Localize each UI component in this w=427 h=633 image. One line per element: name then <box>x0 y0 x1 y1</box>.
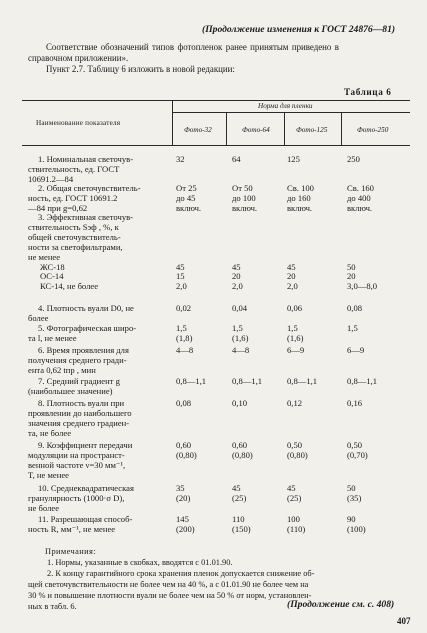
row-10-name-line: гранулярность (1000·σ D), <box>28 492 125 503</box>
row-3-value-col-4: 20 <box>347 271 356 282</box>
row-2-value-col-1: От 25 <box>176 183 197 193</box>
row-2-value-col-3: включ. <box>287 202 313 213</box>
row-1-value-col-3: 125 <box>287 154 300 164</box>
row-3-value-col-4: 50 <box>347 261 356 272</box>
note-line-1: 1. Нормы, указанные в скобках, вводятся с 01.01.90. <box>47 558 233 567</box>
row-2-name-line: —84 при g=0,62 <box>28 202 88 213</box>
row-3-name-line: КС-14, не более <box>40 281 99 292</box>
row-7-name-line: 7. Средний градиент g <box>38 376 120 386</box>
row-1-name-line: 10691.2—84 <box>28 173 74 184</box>
row-8-name-line: значения среднего градиен- <box>28 417 130 428</box>
row-3-value-col-4: 3,0—8,0 <box>347 281 378 292</box>
continuation-footer: (Продолжение см. с. 408) <box>287 599 395 610</box>
row-2-value-col-4: включ. <box>347 202 373 213</box>
row-8-name-line: проявлении до наибольшего <box>28 407 132 418</box>
row-3-name-line: не менее <box>28 251 61 262</box>
row-3-name-line: ЖС-18 <box>40 261 65 272</box>
row-5-value-col-2: (1,6) <box>232 332 249 343</box>
row-6-value-col-1: 4—8 <box>176 345 194 355</box>
row-4-value-col-1: 0,02 <box>176 303 192 313</box>
row-10-value-col-1: 35 <box>176 483 185 493</box>
row-11-value-col-4: (100) <box>347 523 366 534</box>
row-9-name-line: T, не менее <box>28 469 69 480</box>
row-7-value-col-2: 0,8—1,1 <box>232 376 263 386</box>
row-9-value-col-3: (0,80) <box>287 449 308 460</box>
row-3-value-col-2: 20 <box>232 271 241 282</box>
row-1-name-line: ствительность, ед. ГОСТ <box>28 163 120 174</box>
row-2-value-col-1: включ. <box>176 202 202 213</box>
row-11-value-col-1: 145 <box>176 514 189 524</box>
notes-heading: Примечания: <box>45 547 96 556</box>
row-8-name-line: та, не более <box>28 427 72 438</box>
row-3-value-col-3: 20 <box>287 271 296 282</box>
row-2-name-line: 2. Общая светочувствитель- <box>38 183 141 193</box>
name-column-header: Наименование показателя <box>36 119 121 127</box>
note-line-2: 2. К концу гарантийного срока хранения пленок допускается снижение об- <box>47 569 315 578</box>
row-10-name-line: не более <box>28 502 60 513</box>
row-2-name-line: ность, ед. ГОСТ 10691.2 <box>28 192 118 203</box>
row-10-value-col-1: (20) <box>176 492 191 503</box>
row-2-value-col-2: От 50 <box>232 183 253 193</box>
row-10-value-col-3: 45 <box>287 483 296 493</box>
row-9-value-col-4: 0,50 <box>347 440 363 450</box>
row-8-name-line: 8. Плотность вуали при <box>38 398 125 408</box>
row-4-name-line: более <box>28 312 49 323</box>
row-10-value-col-4: (35) <box>347 492 362 503</box>
row-11-name-line: 11. Разрешающая способ- <box>38 514 133 524</box>
row-9-name-line: венной частоте ν=30 мм⁻¹, <box>28 459 126 470</box>
row-11-value-col-3: (110) <box>287 523 306 534</box>
row-10-value-col-4: 50 <box>347 483 356 493</box>
row-6-name-line: ента 0,62 tпр , мин <box>28 364 96 375</box>
row-5-name-line: 5. Фотографическая широ- <box>38 323 137 333</box>
row-1-value-col-2: 64 <box>232 154 241 164</box>
row-9-value-col-4: (0,70) <box>347 449 368 460</box>
row-5-value-col-1: (1,8) <box>176 332 193 343</box>
intro-line-2: справочном приложении». <box>28 53 129 63</box>
row-5-value-col-2: 1,5 <box>232 323 243 333</box>
row-10-value-col-2: 45 <box>232 483 241 493</box>
page-number: 407 <box>397 616 411 626</box>
row-4-name-line: 4. Плотность вуали D0, не <box>38 303 134 313</box>
row-1-value-col-4: 250 <box>347 154 360 164</box>
row-11-value-col-1: (200) <box>176 523 195 534</box>
group-header: Норма для пленки <box>258 102 313 110</box>
row-5-value-col-3: (1,6) <box>287 332 304 343</box>
row-4-value-col-3: 0,06 <box>287 303 303 313</box>
row-8-value-col-1: 0,08 <box>176 398 192 408</box>
row-2-value-col-4: Св. 160 <box>347 183 374 193</box>
row-5-value-col-3: 1,5 <box>287 323 298 333</box>
row-9-value-col-2: (0,80) <box>232 449 253 460</box>
row-9-name-line: модуляции на пространст- <box>28 449 125 460</box>
continuation-header: (Продолжение изменения к ГОСТ 24876—81) <box>202 24 396 35</box>
note-line-4: 30 % и повышение плотности вуали не более чем на 50 % от норм, установлен- <box>28 591 312 600</box>
intro-line-1: Соответствие обозначений типов фотопленок ранее принятым приведено в <box>46 42 339 52</box>
row-4-value-col-4: 0,08 <box>347 303 363 313</box>
note-line-5: ных в табл. 6. <box>28 602 77 611</box>
row-2-value-col-3: до 160 <box>287 192 311 203</box>
row-5-value-col-4: 1,5 <box>347 323 358 333</box>
row-3-value-col-3: 45 <box>287 261 296 272</box>
row-6-value-col-2: 4—8 <box>232 345 250 355</box>
row-6-name-line: 6. Время проявления для <box>38 345 129 355</box>
row-2-value-col-1: до 45 <box>176 192 196 203</box>
row-9-value-col-2: 0,60 <box>232 440 248 450</box>
row-7-value-col-4: 0,8—1,1 <box>347 376 378 386</box>
row-9-value-col-3: 0,50 <box>287 440 303 450</box>
row-8-value-col-4: 0,16 <box>347 398 363 408</box>
row-11-value-col-4: 90 <box>347 514 356 524</box>
row-3-name-line: ОС-14 <box>40 271 64 282</box>
row-7-value-col-3: 0,8—1,1 <box>287 376 318 386</box>
row-3-value-col-2: 45 <box>232 261 241 272</box>
row-3-value-col-1: 2,0 <box>176 281 187 292</box>
row-8-value-col-2: 0,10 <box>232 398 248 408</box>
row-1-value-col-1: 32 <box>176 154 185 164</box>
row-6-value-col-3: 6—9 <box>287 345 305 355</box>
row-5-value-col-1: 1,5 <box>176 323 187 333</box>
row-11-value-col-2: 110 <box>232 514 245 524</box>
column-header-foto32: Фото-32 <box>184 126 212 134</box>
row-3-value-col-2: 2,0 <box>232 281 243 292</box>
row-11-value-col-2: (150) <box>232 523 251 534</box>
row-10-value-col-2: (25) <box>232 492 247 503</box>
row-9-value-col-1: 0,60 <box>176 440 192 450</box>
row-3-name-line: 3. Эффективная светочув- <box>38 212 134 222</box>
column-header-foto64: Фото-64 <box>242 126 270 134</box>
row-3-name-line: ности за светофильтрами, <box>28 241 123 252</box>
row-5-name-line: та l, не менее <box>28 332 77 343</box>
row-9-value-col-1: (0,80) <box>176 449 197 460</box>
column-header-foto125: Фото-125 <box>296 126 328 134</box>
row-6-name-line: получения среднего гради- <box>28 354 127 365</box>
row-3-value-col-3: 2,0 <box>287 281 298 292</box>
row-7-value-col-1: 0,8—1,1 <box>176 376 207 386</box>
row-10-name-line: 10. Среднеквадратическая <box>38 483 134 493</box>
row-9-name-line: 9. Коэффициент передачи <box>38 440 133 450</box>
table-title: Таблица 6 <box>344 87 392 97</box>
note-line-3: щей светочувствительности не более чем на 40 %, а с 01.01.90 не более чем на <box>28 580 309 589</box>
row-3-value-col-1: 45 <box>176 261 185 272</box>
row-3-value-col-1: 15 <box>176 271 185 282</box>
row-2-value-col-4: до 400 <box>347 192 371 203</box>
row-2-value-col-2: включ. <box>232 202 258 213</box>
intro-line-3: Пункт 2.7. Таблицу 6 изложить в новой редакции: <box>46 64 235 74</box>
column-header-foto250: Фото-250 <box>357 126 389 134</box>
row-2-value-col-2: до 100 <box>232 192 256 203</box>
row-3-name-line: ствительность Sэф , %, к <box>28 221 119 232</box>
row-6-value-col-4: 6—9 <box>347 345 365 355</box>
row-10-value-col-3: (25) <box>287 492 302 503</box>
row-11-value-col-3: 100 <box>287 514 300 524</box>
row-11-name-line: ность R, мм⁻¹, не менее <box>28 523 116 534</box>
row-1-name-line: 1. Номинальная светочув- <box>38 154 134 164</box>
row-7-name-line: (наибольшее значение) <box>28 385 113 396</box>
row-8-value-col-3: 0,12 <box>287 398 303 408</box>
row-2-value-col-3: Св. 100 <box>287 183 314 193</box>
row-4-value-col-2: 0,04 <box>232 303 248 313</box>
row-3-name-line: общей светочувствитель- <box>28 231 121 242</box>
